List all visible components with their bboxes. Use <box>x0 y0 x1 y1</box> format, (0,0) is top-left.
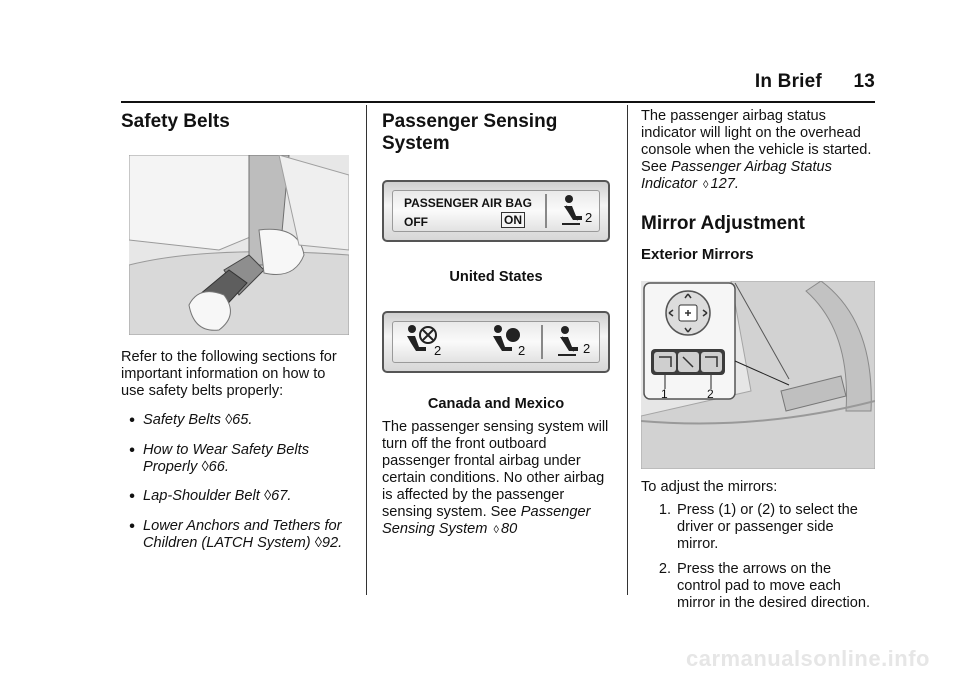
passenger-sensing-ref[interactable]: Passenger Sensing System ◊ 80 <box>382 504 591 537</box>
page-ref-icon: ◊ <box>201 459 209 475</box>
mirror-control-illustration <box>641 281 875 469</box>
column-mirrors <box>641 108 875 612</box>
step-item: 2. Press the arrows on the control pad to move each mirror in the desired direction. <box>658 561 871 611</box>
page-ref-icon: ◊ <box>493 524 499 536</box>
airbag-label: PASSENGER AIR BAG <box>404 196 533 210</box>
callout-1: 1 <box>661 387 668 401</box>
page-header <box>755 71 875 93</box>
airbag-off-label: OFF <box>404 215 428 229</box>
caption-canada: Canada and Mexico <box>427 396 565 412</box>
seat-number: 2 <box>585 210 593 225</box>
exterior-mirrors-heading: Exterior Mirrors <box>641 246 754 263</box>
section-title: In Brief <box>754 71 822 92</box>
safety-belt-illustration <box>129 155 349 335</box>
safety-belts-heading: Safety Belts <box>121 111 230 132</box>
page-ref-icon: ◊ <box>314 535 322 551</box>
airbag-panel-us <box>382 180 610 242</box>
caption-us: United States <box>449 269 543 285</box>
airbag-on-icon <box>488 323 520 359</box>
safety-belts-item[interactable]: • How to Wear Safety Belts Properly ◊66. <box>129 442 310 475</box>
airbag-panel-canada <box>382 311 610 373</box>
passenger-sensing-heading: Passenger Sensing System <box>382 111 558 154</box>
safety-belts-item[interactable]: • Safety Belts ◊65. <box>129 412 253 429</box>
airbag-off-icon <box>402 323 438 359</box>
seat-belt-icon <box>556 325 582 357</box>
seat-number: 2 <box>518 343 526 358</box>
step-item: 1. Press (1) or (2) to select the driver or passenger side mirror. <box>658 502 858 552</box>
passenger-sensing-body: The passenger sensing system will turn off the front outboard passenger frontal airbag under certain conditions. No other airbag is affected by the passenger sensing system. See Passenger Sensing System ◊ 80 <box>382 419 609 537</box>
header-rule <box>121 101 875 103</box>
column-divider-2 <box>627 105 628 595</box>
safety-belts-item[interactable]: • Lap-Shoulder Belt ◊67. <box>129 488 292 505</box>
page-ref-icon: ◊ <box>263 488 272 504</box>
page-ref-icon: ◊ <box>224 412 233 428</box>
airbag-on-label: ON <box>501 212 525 228</box>
safety-belts-item[interactable]: • Lower Anchors and Tethers for Children (LATCH System) ◊92. <box>129 518 343 551</box>
column-safety-belts <box>121 108 351 552</box>
page-ref-icon: ◊ <box>703 179 709 191</box>
page-number: 13 <box>853 71 875 92</box>
adjust-intro: To adjust the mirrors: <box>641 479 778 495</box>
column-divider-1 <box>366 105 367 595</box>
mirror-adjustment-heading: Mirror Adjustment <box>641 213 805 234</box>
seat-number: 2 <box>583 341 591 356</box>
status-indicator-ref[interactable]: Passenger Airbag Status Indicator ◊ 127. <box>641 159 832 192</box>
safety-belts-intro: Refer to the following sections for important information on how to use safety belts properly: <box>121 349 337 399</box>
callout-2: 2 <box>707 387 714 401</box>
status-indicator-text: The passenger airbag status indicator will light on the overhead console when the vehicle is started. See Passenger Airbag Status Indicator ◊ 127. <box>641 108 872 192</box>
column-passenger-sensing <box>382 108 612 539</box>
watermark: carmanualsonline.info <box>686 646 930 671</box>
seat-number: 2 <box>434 343 442 358</box>
seat-belt-icon <box>560 194 586 226</box>
